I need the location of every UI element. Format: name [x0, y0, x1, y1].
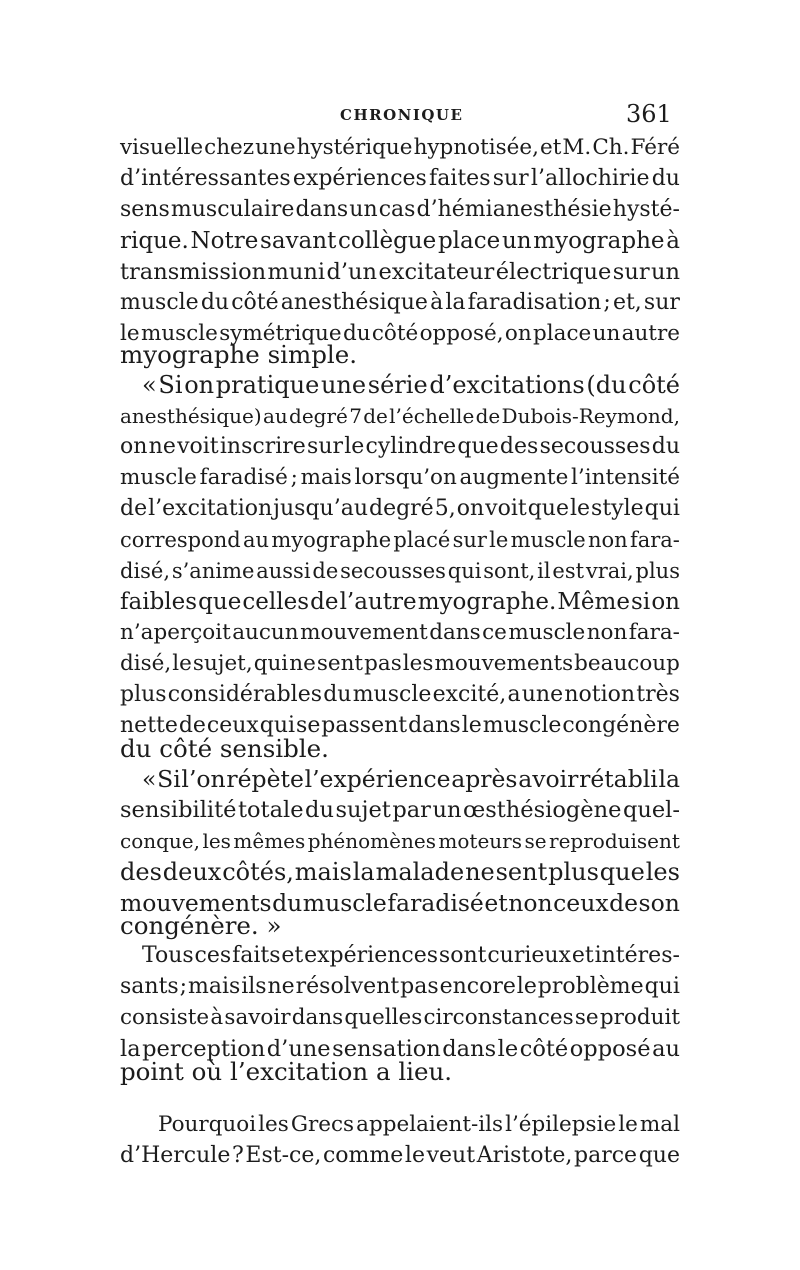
- text-line: disé, s’anime aussi de secousses qui sont, il est vrai, plus: [120, 559, 680, 583]
- text-line: visuelle chez une hystérique hypnotisée, et M. Ch. Féré: [120, 135, 680, 160]
- text-line: on ne voit inscrire sur le cylindre que des secousses du: [120, 434, 680, 459]
- running-title: CHRONIQUE: [340, 106, 464, 124]
- text-line: anesthésique) au degré 7 de l’échelle de Dubois-Reymond,: [120, 404, 680, 428]
- text-line: correspond au myographe placé sur le muscle non fara-: [120, 528, 680, 552]
- text-line: n’aperçoit aucun mouvement dans ce muscle non fara-: [120, 620, 680, 645]
- text-line: faibles que celles de l’autre myographe. Même si on: [120, 589, 680, 615]
- text-line: sens musculaire dans un cas d’hémianesthésie hysté-: [120, 197, 680, 222]
- text-line: rique. Notre savant collègue place un myographe à: [120, 228, 680, 254]
- text-line: sensibilité totale du sujet par un œsthésiogène quel-: [120, 797, 680, 823]
- text-line: d’intéressantes expériences faites sur l’allochirie du: [120, 166, 680, 191]
- text-line: « Si on pratique une série d’excitations (du côté: [142, 371, 680, 399]
- text-line: nette de ceux qui se passent dans le muscle congénère: [120, 713, 680, 738]
- text-line: des deux côtés, mais la malade ne sent plus que les: [120, 858, 680, 886]
- text-line: disé, le sujet, qui ne sent pas les mouvements beaucoup: [120, 651, 680, 676]
- text-line: d’Hercule ? Est-ce, comme le veut Aristote, parce que: [120, 1143, 680, 1168]
- text-line: la perception d’une sensation dans le côté opposé au: [120, 1036, 680, 1062]
- text-line: Pourquoi les Grecs appelaient-ils l’épilepsie le mal: [158, 1112, 680, 1137]
- text-line: consiste à savoir dans quelles circonstances se produit: [120, 1005, 680, 1030]
- text-line: myographe simple.: [120, 340, 358, 369]
- text-line: du côté sensible.: [120, 734, 329, 763]
- text-line: conque, les mêmes phénomènes moteurs se reproduisent: [120, 829, 680, 853]
- text-line: mouvements du muscle faradisé et non ceux de son: [120, 889, 680, 917]
- text-line: de l’excitation jusqu’au degré 5, on voit que le style qui: [120, 496, 680, 521]
- text-line: « Si l’on répète l’expérience après avoir rétabli la: [142, 765, 680, 793]
- text-line: plus considérables du muscle excité, a une notion très: [120, 682, 680, 707]
- text-line: muscle faradisé ; mais lorsqu’on augmente l’intensité: [120, 465, 680, 490]
- text-line: muscle du côté anesthésique à la faradisation ; et, sur: [120, 290, 680, 315]
- text-line: Tous ces faits et expériences sont curieux et intéres-: [142, 943, 680, 968]
- page-number: 361: [626, 100, 672, 128]
- text-line: transmission muni d’un excitateur électrique sur un: [120, 259, 680, 285]
- text-line: le muscle symétrique du côté opposé, on place un autre: [120, 321, 680, 346]
- text-line: sants ; mais ils ne résolvent pas encore le problème qui: [120, 974, 680, 999]
- text-line: congénère. »: [120, 911, 282, 940]
- text-line: point où l’excitation a lieu.: [120, 1057, 453, 1086]
- page-header: [0, 86, 800, 126]
